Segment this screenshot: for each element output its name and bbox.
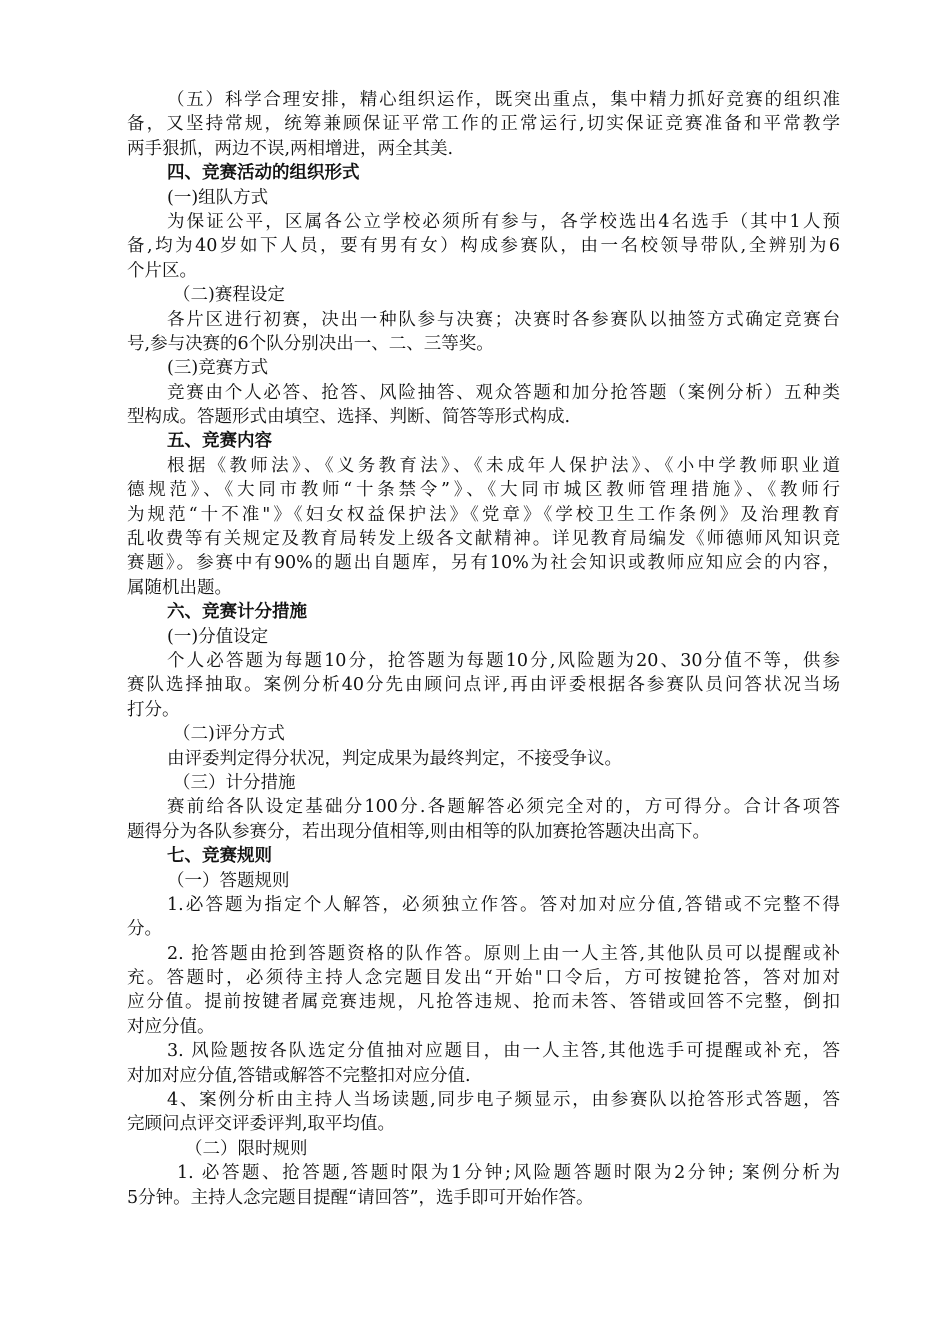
section-heading xyxy=(127,161,840,185)
paragraph xyxy=(127,869,840,893)
text-line: 四、竞赛活动的组织形式 xyxy=(167,163,360,184)
text-line: 应分值。提前按键者属竞赛违规，凡抢答违规、抢而未答、答错或回答不完整，倒扣 xyxy=(127,992,840,1013)
text-line: 七、竞赛规则 xyxy=(167,846,272,867)
text-line: （二)赛程设定 xyxy=(173,285,285,306)
text-line: 备，又坚持常规，统筹兼顾保证平常工作的正常运行,切实保证竞赛准备和平常教学 xyxy=(127,114,840,135)
text-line: 五、竞赛内容 xyxy=(167,431,272,452)
paragraph xyxy=(127,356,840,380)
section-heading xyxy=(127,429,840,453)
paragraph xyxy=(127,747,840,771)
paragraph xyxy=(127,283,840,307)
text-line: 号,参与决赛的6个队分别决出一、二、三等奖。 xyxy=(127,333,494,354)
paragraph xyxy=(127,722,840,746)
text-line: 备,均为40岁如下人员，要有男有女）构成参赛队，由一名校领导带队,全辨别为6 xyxy=(127,236,840,257)
text-line: 3. 风险题按各队选定分值抽对应题目，由一人主答,其他选手可提醒或补充，答 xyxy=(167,1041,840,1062)
text-line: 赛题》。参赛中有90%的题出自题库，另有10%为社会知识或教师应知应会的内容， xyxy=(127,553,840,574)
text-line: 赛前给各队设定基础分100分.各题解答必须完全对的，方可得分。合计各项答 xyxy=(167,797,840,818)
paragraph xyxy=(127,942,840,1040)
text-line: 德规范》、《大同市教师“十条禁令”》、《大同市城区教师管理措施》、《教师行 xyxy=(127,480,840,501)
text-line: 各片区进行初赛，决出一种队参与决赛；决赛时各参赛队以抽签方式确定竞赛台 xyxy=(167,309,840,330)
text-line: 赛队选择抽取。案例分析40分先由顾问点评,再由评委根据各参赛队员问答状况当场 xyxy=(127,675,840,696)
text-line: (一)分值设定 xyxy=(167,626,269,647)
paragraph xyxy=(127,454,840,600)
paragraph xyxy=(127,381,840,430)
text-line: 为保证公平，区属各公立学校必须所有参与，各学校选出4名选手（其中1人预 xyxy=(167,211,840,232)
section-heading xyxy=(127,600,840,624)
text-line: （五）科学合理安排，精心组织运作，既突出重点，集中精力抓好竞赛的组织准 xyxy=(167,90,840,110)
paragraph xyxy=(127,795,840,844)
paragraph xyxy=(127,1137,840,1161)
text-line: 题得分为各队参赛分，若出现分值相等,则由相等的队加赛抢答题决出高下。 xyxy=(127,821,711,842)
paragraph xyxy=(127,1161,840,1210)
paragraph xyxy=(127,1088,840,1137)
paragraph xyxy=(127,210,840,283)
text-line: (三)竞赛方式 xyxy=(167,358,269,379)
text-line: 竞赛由个人必答、抢答、风险抽答、观众答题和加分抢答题（案例分析）五种类 xyxy=(167,382,840,403)
section-heading xyxy=(127,844,840,868)
text-line: 2. 抢答题由抢到答题资格的队作答。原则上由一人主答,其他队员可以提醒或补 xyxy=(167,943,840,964)
text-line: 根据《教师法》、《义务教育法》、《未成年人保护法》、《小中学教师职业道 xyxy=(167,455,840,476)
paragraph xyxy=(127,308,840,357)
text-line: 个人必答题为每题10分，抢答题为每题10分,风险题为20、30分值不等，供参 xyxy=(167,650,840,671)
text-line: 4、案例分析由主持人当场读题,同步电子频显示，由参赛队以抢答形式答题，答 xyxy=(167,1090,840,1111)
text-line: 属随机出题。 xyxy=(127,577,232,598)
text-line: 1.必答题为指定个人解答，必须独立作答。答对加对应分值,答错或不完整不得 xyxy=(167,894,840,915)
text-line: （二)评分方式 xyxy=(173,724,285,745)
text-line: 完顾问点评交评委评判,取平均值。 xyxy=(127,1114,396,1135)
text-line: 充。答题时，必须待主持人念完题目发出“开始"口令后，方可按键抢答，答对加对 xyxy=(127,968,840,989)
text-line: 乱收费等有关规定及教育局转发上级各文献精神。详见教育局编发《师德师风知识竞 xyxy=(127,529,840,550)
paragraph xyxy=(127,1039,840,1088)
text-line: 型构成。答题形式由填空、选择、判断、简答等形式构成. xyxy=(127,407,571,428)
text-line: (一)组队方式 xyxy=(167,187,269,208)
text-line: 对应分值。 xyxy=(127,1016,215,1037)
paragraph xyxy=(127,88,840,161)
text-line: 打分。 xyxy=(127,699,180,720)
text-line: （三）计分措施 xyxy=(173,772,296,793)
text-line: （二）限时规则 xyxy=(185,1138,308,1159)
text-line: 两手狠抓，两边不误,两相增进，两全其美. xyxy=(127,138,454,159)
text-line: 对加对应分值,答错或解答不完整扣对应分值. xyxy=(127,1065,471,1086)
text-line: 1. 必答题、抢答题,答题时限为1分钟;风险题答题时限为2分钟; 案例分析为 xyxy=(177,1163,840,1184)
paragraph xyxy=(127,625,840,649)
paragraph xyxy=(127,893,840,942)
text-line: 5分钟。主持人念完题目提醒“请回答”，选手即可开始作答。 xyxy=(127,1187,594,1208)
text-line: （一）答题规则 xyxy=(167,870,290,891)
text-line: 个片区。 xyxy=(127,260,197,281)
paragraph xyxy=(127,771,840,795)
paragraph xyxy=(127,186,840,210)
text-line: 分。 xyxy=(127,919,162,940)
text-line: 六、竞赛计分措施 xyxy=(167,602,307,623)
text-line: 为规范“十不准"》《妇女权益保护法》《党章》《学校卫生工作条例》及治理教育 xyxy=(127,504,840,525)
paragraph xyxy=(127,649,840,722)
text-line: 由评委判定得分状况，判定成果为最终判定，不接受争议。 xyxy=(167,748,622,769)
